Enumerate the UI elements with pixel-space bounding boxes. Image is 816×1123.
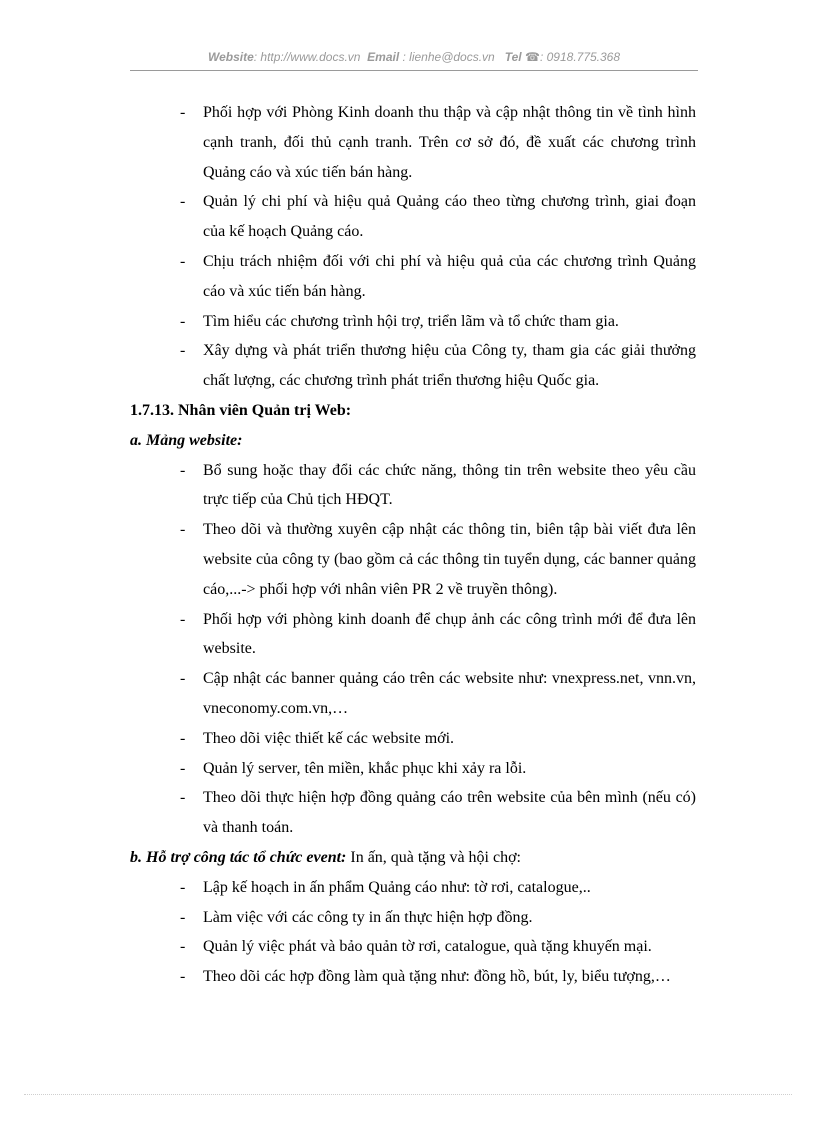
list-item xyxy=(180,664,696,724)
list-item xyxy=(180,187,696,247)
header-divider xyxy=(130,70,698,71)
bullet-dash: - xyxy=(180,878,186,896)
document-body xyxy=(0,98,816,992)
list-item-text: Theo dõi và thường xuyên cập nhật các thông tin, biên tập bài viết đưa lên website của công ty (bao gồm cả các thông tin tuyển dụng, các banner quảng cáo,...-> phối hợp với nhân viên PR 2 về truyền thông). xyxy=(203,521,696,598)
bullet-dash: - xyxy=(180,729,186,747)
list-item xyxy=(180,307,696,337)
tel-label: Tel xyxy=(504,50,522,64)
list-item-text: Theo dõi việc thiết kế các website mới. xyxy=(203,729,455,747)
list-item xyxy=(180,724,696,754)
bullet-dash: - xyxy=(180,938,186,956)
subheading-event-support xyxy=(130,843,816,873)
tel-value: : 0918.775.368 xyxy=(539,50,621,64)
section-a-list xyxy=(0,456,816,843)
list-item-text: Quản lý việc phát và bảo quản tờ rơi, catalogue, quà tặng khuyến mại. xyxy=(203,938,652,956)
bullet-dash: - xyxy=(180,312,186,330)
list-item-text: Chịu trách nhiệm đối với chi phí và hiệu quả của các chương trình Quảng cáo và xúc tiến bán hàng. xyxy=(203,252,696,300)
subheading-event-text: In ấn, quà tặng và hội chợ: xyxy=(346,848,521,866)
bullet-dash: - xyxy=(180,759,186,777)
list-item-text: Theo dõi thực hiện hợp đồng quảng cáo trên website của bên mình (nếu có) và thanh toán. xyxy=(203,789,696,837)
bullet-dash: - xyxy=(180,789,186,807)
bullet-dash: - xyxy=(180,342,186,360)
list-item-text: Tìm hiểu các chương trình hội trợ, triển lãm và tổ chức tham gia. xyxy=(203,312,619,330)
list-item xyxy=(180,605,696,665)
list-item-text: Bổ sung hoặc thay đổi các chức năng, thông tin trên website theo yêu cầu trực tiếp của Chủ tịch HĐQT. xyxy=(203,461,696,509)
subheading-website-label: a. Mảng website: xyxy=(130,431,243,449)
bullet-dash: - xyxy=(180,252,186,270)
bullet-dash: - xyxy=(180,193,186,211)
bullet-dash: - xyxy=(180,521,186,539)
list-item-text: Quản lý server, tên miền, khắc phục khi xảy ra lỗi. xyxy=(203,759,527,777)
list-item-text: Phối hợp với Phòng Kinh doanh thu thập và cập nhật thông tin về tình hình cạnh tranh, đối thủ cạnh tranh. Trên cơ sở đó, đề xuất các chương trình Quảng cáo và xúc tiến bán hàng. xyxy=(203,104,696,181)
website-label: Website xyxy=(207,50,254,64)
list-item xyxy=(180,783,696,843)
section-b-list xyxy=(0,873,816,992)
page-bottom-border xyxy=(24,1094,792,1095)
list-item-text: Quản lý chi phí và hiệu quả Quảng cáo theo từng chương trình, giai đoạn của kế hoạch Quảng cáo. xyxy=(203,193,696,241)
list-item xyxy=(180,247,696,307)
list-item xyxy=(180,515,696,604)
list-item-text: Theo dõi các hợp đồng làm quà tặng như: đồng hồ, bút, ly, biểu tượng,… xyxy=(203,968,671,986)
list-item xyxy=(180,98,696,187)
list-item-text: Xây dựng và phát triển thương hiệu của Công ty, tham gia các giải thưởng chất lượng, các chương trình phát triển thương hiệu Quốc gia. xyxy=(203,342,696,390)
subheading-event-label: b. Hỗ trợ công tác tổ chức event: xyxy=(130,848,347,866)
bullet-dash: - xyxy=(180,968,186,986)
list-item xyxy=(180,932,696,962)
list-item xyxy=(180,754,696,784)
email-value: : lienhe@docs.vn xyxy=(402,50,495,64)
bullet-dash: - xyxy=(180,610,186,628)
subheading-website xyxy=(130,426,816,456)
phone-icon: ☎ xyxy=(525,50,540,64)
list-item xyxy=(180,336,696,396)
list-item-text: Phối hợp với phòng kinh doanh để chụp ảnh các công trình mới để đưa lên website. xyxy=(203,610,696,658)
section-heading-web-admin: 1.7.13. Nhân viên Quản trị Web: xyxy=(130,401,352,419)
section-1-list xyxy=(0,98,816,396)
bullet-dash: - xyxy=(180,461,186,479)
list-item-text: Lập kế hoạch in ấn phẩm Quảng cáo như: tờ rơi, catalogue,.. xyxy=(203,878,591,896)
bullet-dash: - xyxy=(180,670,186,688)
email-label: Email xyxy=(367,50,400,64)
list-item-text: Làm việc với các công ty in ấn thực hiện hợp đồng. xyxy=(203,908,533,926)
list-item-text: Cập nhật các banner quảng cáo trên các website như: vnexpress.net, vnn.vn, vneconomy.com.vn,… xyxy=(203,670,696,717)
bullet-dash: - xyxy=(180,908,186,926)
bullet-dash: - xyxy=(180,104,186,121)
list-item xyxy=(180,873,696,903)
list-item xyxy=(180,962,696,992)
list-item xyxy=(180,456,696,516)
list-item xyxy=(180,903,696,933)
website-value: : http://www.docs.vn xyxy=(253,50,361,64)
page-header xyxy=(130,50,698,64)
